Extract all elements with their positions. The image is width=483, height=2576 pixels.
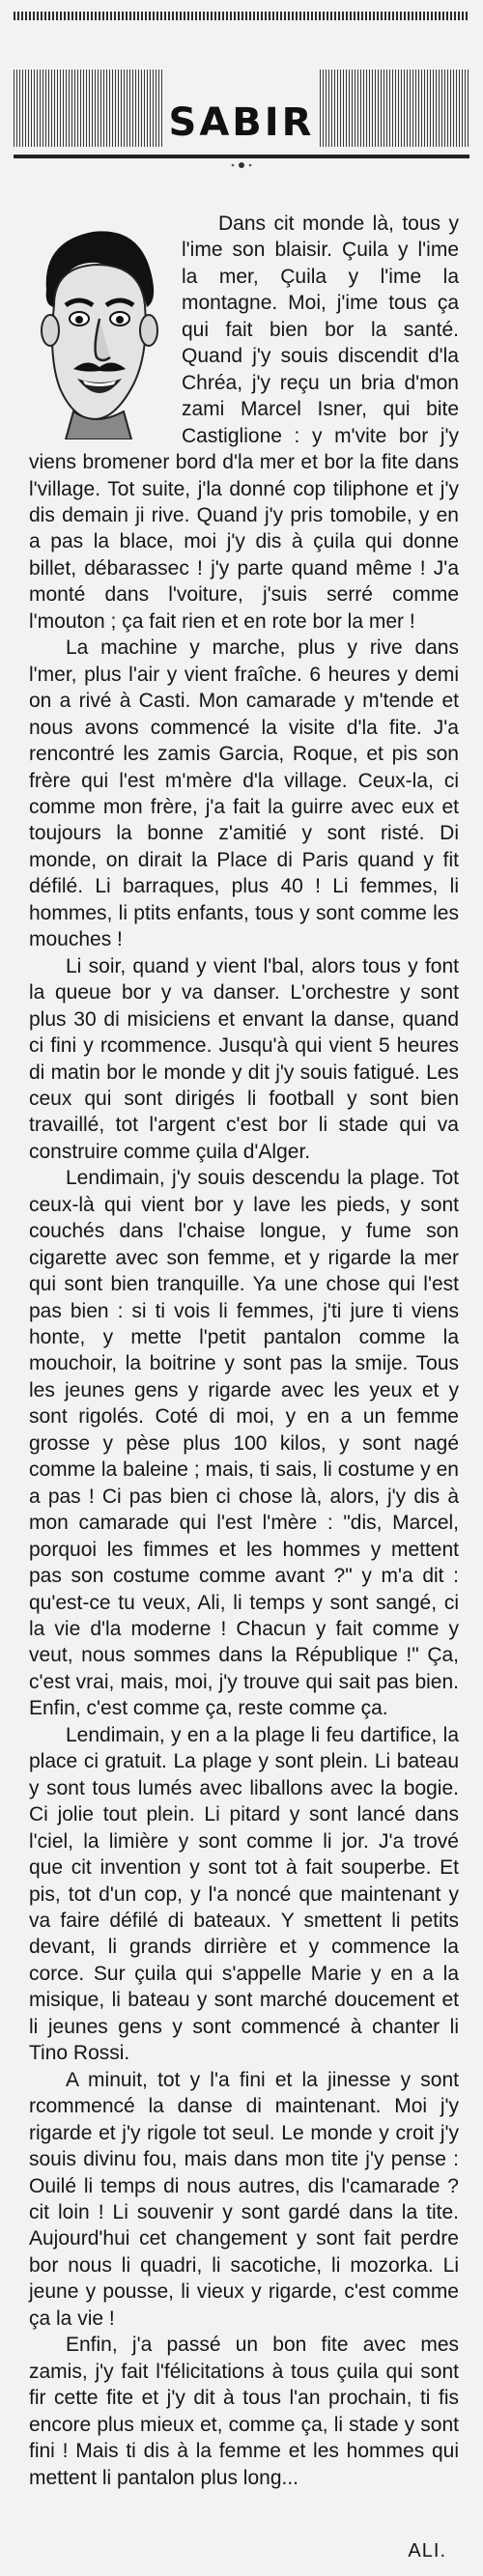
article-body xyxy=(29,211,459,2491)
caricature-portrait xyxy=(25,212,168,439)
paragraph-6: A minuit, tot y l'a fini et la jinesse y sont rcommencé la danse di maintenant. Moi j'y rigarde et j'y rigole tot seul. Le monde y croit j'y souis divinu fou, mais dans mon tite j'y pense : Ouilé li temps di nous autres, dis l'camarade ? cit loin ! Li souvenir y sont gardé dans la tite. Aujourd'hui cet changement y sont fait perdre bor nous li quadri, li sacotiche, li mozorka. Li jeune y pousse, li vieux y rigarde, c'est comme ça la vie ! xyxy=(29,2068,459,2330)
top-rule xyxy=(14,12,469,20)
paragraph-2: La machine y marche, plus y rive dans l'mer, plus l'air y vient fraîche. 6 heures y demi on a rivé à Casti. Mon camarade y m'tende et nous avons commencé la visite d'la fite. J'a rencontré les zamis Garcia, Roque, et pis son frère qui l'est m'mère d'la village. Ceux-la, ci comme mon frère, j'a fait la guirre avec eux et toujours la bonne z'amitié y sont risté. Di monde, on dirait la Place di Paris quand y fit défilé. Li barraques, plus 40 ! Li femmes, li hommes, li ptits enfants, tous y sont comme les mouches ! xyxy=(29,637,459,951)
paragraph-7: Enfin, j'a passé un bon fite avec mes zamis, j'y fait l'félicitations à tous çuila qui sont fir cette fite et j'y dit à tous l'an prochain, ti fis encore plus mieux et, comme ça, li stade y sont fini ! Mais ti dis à la femme et les hommes qui mettent li pantalon plus long... xyxy=(29,2334,459,2489)
column-title: SABIR xyxy=(168,100,315,145)
paragraph-1: Dans cit monde là, tous y l'ime son blaisir. Çuila y l'ime la mer, Çuila y l'ime la montagne. Moi, j'ime tous ça qui fait bien bor la santé. Quand j'y souis discendit d'la Chréa, j'y reçu un bria d'mon zami Marcel Isner, qui bite Castiglione : y m'vite bor j'y viens bromener bord d'la mer et bor la fite dans l'village. Tot suite, j'la donné cop tiliphone et j'y dis demain ji rive. Quand j'y pris tomobile, y en a pas la blace, moi j'y dis à çuila qui donne billet, débarassec ! j'y parte quand même ! J'a monté dans l'voiture, j'suis serré comme l'mouton ; ça fait rien et en rote bor la mer ! xyxy=(29,212,459,633)
paragraph-5: Lendimain, y en a la plage li feu dartifice, la place ci gratuit. La plage y sont plein. Li bateau y sont tous lumés avec liballons avec la bogie. Ci jolie tout plein. Li pitard y sont lancé dans l'ciel, la limière y sont comme li jor. J'a trové que cit invention y sont tot à fait souperbe. Et pis, tot d'un cop, y l'a noncé que maintenant y va faire défilé di bateaux. Y smettent li petits devant, li grands dirrière et y commence la corce. Sur çuila qui s'appelle Marie y en a la misique, li bateau y sont marché doucement et li jeunes gens y sont commencé à chanter li Tino Rossi. xyxy=(29,1723,459,2065)
paragraph-3: Li soir, quand y vient l'bal, alors tous y font la queue bor y va danser. L'orchestre y sont plus 30 di misiciens et envant la danse, quand ci fini y rcommence. Jusqu'à qui vient 5 heures di matin bor le monde y dit j'y souis fatigué. Les ceux qui sont dirigés li football y sont bien travaillé, tot l'argent c'est bor li stade qui va construire comme çuila d'Alger. xyxy=(29,954,459,1163)
paragraph-4: Lendimain, j'y souis descendu la plage. Tot ceux-là qui vient bor y lave les pieds, y sont couchés dans l'chaise longue, y fume son cigarette avec son femme, et y rigarde la mer qui sont bien tranquille. Ya une chose qui l'est pas bien : si ti vois li femmes, j'ti jure ti viens honte, y mette l'petit pantalon comme la mouchoir, la boitrine y sont pas la smije. Tous les jeunes gens y rigarde avec les yeux et y sont rigolés. Coté di moi, y en a un femme grosse y pèse plus 100 kilos, y sont nagé comme la baleine ; mais, ti sais, li costume y en a pas ! Ci pas bien ci chose là, alors, j'y dis à mon camarade qui l'est l'mère : "dis, Marcel, porquoi les fimmes et les hommes y mettent pas son costume comme avant ?" y m'a dit : qu'est-ce tu veux, Ali, li temps y sont sangé, ci la vie d'la moderne ! Chacun y fait comme y veut, nous sommes dans la République !" Ça, c'est vrai, mais, moi, j'y trouve qui sait pas bien. Enfin, c'est comme ça, reste comme ça. xyxy=(29,1167,459,1720)
title-rule xyxy=(14,155,469,158)
author-signature: ALI. xyxy=(408,2540,446,2562)
ornament-icon xyxy=(229,160,254,170)
column-header xyxy=(14,21,469,166)
